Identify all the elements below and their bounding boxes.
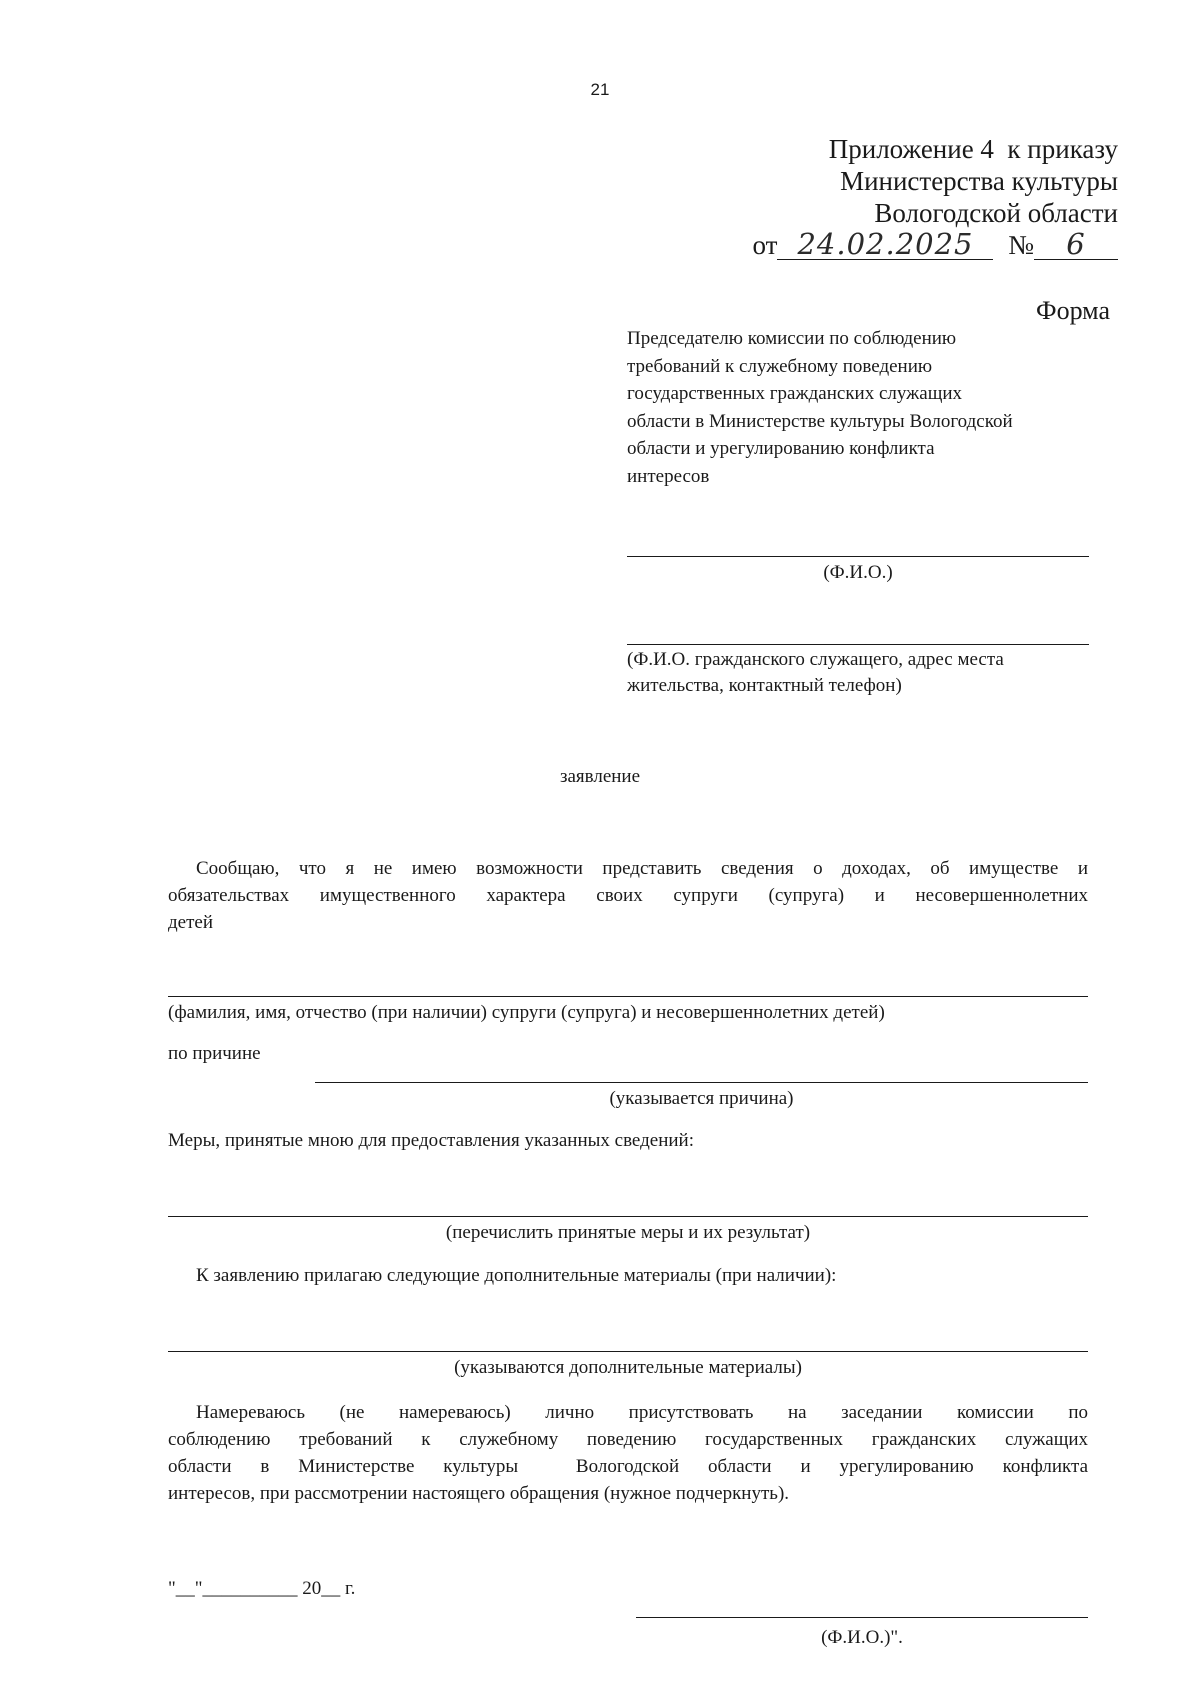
appendix-header <box>829 133 1118 229</box>
appendix-line-3: Вологодской области <box>874 198 1118 228</box>
addressee-line: требований к служебному поведению <box>627 355 933 377</box>
addressee-block <box>627 325 1087 490</box>
attendance-line-4: интересов, при рассмотрении настоящего обращения (нужное подчеркнуть). <box>168 1483 790 1504</box>
employee-info-line <box>627 644 1089 645</box>
signature-line <box>636 1617 1088 1618</box>
attendance-line-1: Намереваюсь (не намереваюсь) лично присутствовать на заседании комиссии по <box>196 1402 1088 1423</box>
chairman-fio-line <box>627 556 1089 557</box>
signature-caption: (Ф.И.О.)". <box>821 1627 903 1648</box>
attachments-line <box>168 1351 1088 1352</box>
number-prefix: № <box>1008 230 1034 260</box>
page-number: 21 <box>590 80 610 99</box>
measures-label: Меры, принятые мною для предоставления указанных сведений: <box>168 1130 694 1151</box>
statement-line-1: Сообщаю, что я не имею возможности представить сведения о доходах, об имуществе и <box>196 858 1088 879</box>
addressee-line: государственных гражданских служащих <box>627 383 962 404</box>
statement-line-3: детей <box>168 912 214 933</box>
handwritten-number: 6 <box>1034 229 1118 260</box>
family-names-caption: (фамилия, имя, отчество (при наличии) супруги (супруга) и несовершеннолетних детей) <box>168 1002 885 1023</box>
addressee-line: области в Министерстве культуры Вологодской <box>627 410 1013 432</box>
signature-date-placeholder: "__"__________ 20__ г. <box>168 1578 356 1599</box>
family-names-line <box>168 996 1088 997</box>
attendance-paragraph <box>168 1399 1088 1507</box>
measures-line <box>168 1216 1088 1217</box>
addressee-line: области и урегулированию конфликта <box>627 438 935 459</box>
reason-caption: (указывается причина) <box>609 1088 794 1109</box>
employee-caption-line-1: (Ф.И.О. гражданского служащего, адрес места <box>627 649 1004 670</box>
attachments-caption: (указываются дополнительные материалы) <box>454 1357 802 1378</box>
measures-caption: (перечислить принятые меры и их результат) <box>445 1222 811 1243</box>
appendix-line-1: Приложение 4 к приказу <box>828 134 1118 164</box>
attendance-line-3: области в Министерстве культуры Вологодской области и урегулированию конфликта <box>168 1456 1088 1477</box>
employee-caption-line-2: жительства, контактный телефон) <box>627 675 902 696</box>
employee-info-caption <box>627 647 1097 699</box>
reason-label: по причине <box>168 1043 261 1064</box>
statement-paragraph <box>168 855 1088 936</box>
document-title: заявление <box>559 766 641 787</box>
form-label: Форма <box>1036 296 1110 325</box>
order-date-number-line <box>753 228 1118 262</box>
chairman-fio-caption: (Ф.И.О.) <box>823 562 893 583</box>
addressee-line: Председателю комиссии по соблюдению <box>627 328 957 349</box>
date-prefix: от <box>752 230 778 260</box>
attendance-line-2: соблюдению требований к служебному поведению государственных гражданских служащих <box>168 1429 1088 1450</box>
statement-line-2: обязательствах имущественного характера своих супруги (супруга) и несовершеннолетних <box>168 885 1088 906</box>
addressee-line: интересов <box>627 465 710 487</box>
appendix-line-2: Министерства культуры <box>840 166 1118 196</box>
handwritten-date: 24.02.2025 <box>777 229 993 260</box>
reason-line <box>315 1082 1088 1083</box>
attachments-label: К заявлению прилагаю следующие дополнительные материалы (при наличии): <box>196 1265 837 1286</box>
